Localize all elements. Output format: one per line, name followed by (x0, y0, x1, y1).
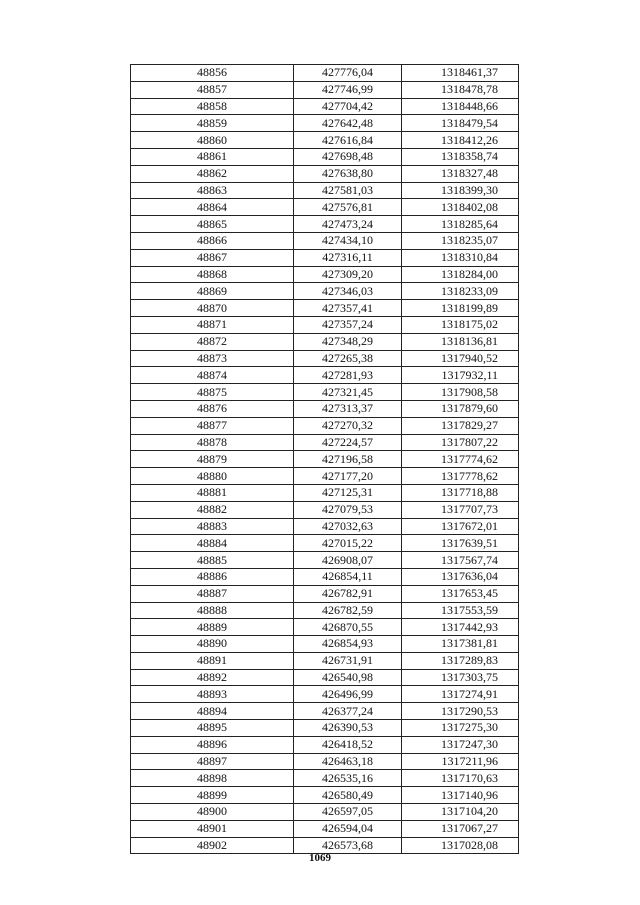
y-coordinate-cell: 1318479,54 (402, 115, 519, 132)
y-coordinate-cell: 1317289,83 (402, 652, 519, 669)
point-number-cell: 48874 (131, 367, 294, 384)
point-number-cell: 48857 (131, 81, 294, 98)
x-coordinate-cell: 426540,98 (294, 669, 402, 686)
y-coordinate-cell: 1318136,81 (402, 333, 519, 350)
y-coordinate-cell: 1318327,48 (402, 165, 519, 182)
x-coordinate-cell: 427281,93 (294, 367, 402, 384)
y-coordinate-cell: 1318399,30 (402, 182, 519, 199)
table-row (131, 602, 519, 619)
y-coordinate-cell: 1317275,30 (402, 720, 519, 737)
y-coordinate-cell: 1318199,89 (402, 300, 519, 317)
table-row (131, 585, 519, 602)
y-coordinate-cell: 1317140,96 (402, 787, 519, 804)
x-coordinate-cell: 426854,93 (294, 636, 402, 653)
table-row (131, 98, 519, 115)
point-number-cell: 48901 (131, 820, 294, 837)
x-coordinate-cell: 427196,58 (294, 451, 402, 468)
table-row (131, 400, 519, 417)
point-number-cell: 48896 (131, 736, 294, 753)
point-number-cell: 48902 (131, 837, 294, 854)
y-coordinate-cell: 1318285,64 (402, 216, 519, 233)
point-number-cell: 48877 (131, 417, 294, 434)
y-coordinate-cell: 1317672,01 (402, 518, 519, 535)
coordinates-table-body (131, 65, 519, 854)
y-coordinate-cell: 1318412,26 (402, 132, 519, 149)
point-number-cell: 48863 (131, 182, 294, 199)
x-coordinate-cell: 427270,32 (294, 417, 402, 434)
y-coordinate-cell: 1318233,09 (402, 283, 519, 300)
table-row (131, 316, 519, 333)
table-row (131, 753, 519, 770)
table-row (131, 384, 519, 401)
x-coordinate-cell: 426390,53 (294, 720, 402, 737)
point-number-cell: 48868 (131, 266, 294, 283)
y-coordinate-cell: 1317381,81 (402, 636, 519, 653)
y-coordinate-cell: 1317211,96 (402, 753, 519, 770)
x-coordinate-cell: 427704,42 (294, 98, 402, 115)
x-coordinate-cell: 427581,03 (294, 182, 402, 199)
point-number-cell: 48866 (131, 232, 294, 249)
table-row (131, 350, 519, 367)
x-coordinate-cell: 426597,05 (294, 804, 402, 821)
x-coordinate-cell: 427473,24 (294, 216, 402, 233)
y-coordinate-cell: 1317567,74 (402, 552, 519, 569)
table-row (131, 249, 519, 266)
y-coordinate-cell: 1317303,75 (402, 669, 519, 686)
x-coordinate-cell: 426535,16 (294, 770, 402, 787)
point-number-cell: 48881 (131, 484, 294, 501)
coordinates-table (130, 64, 519, 854)
table-row (131, 703, 519, 720)
x-coordinate-cell: 427346,03 (294, 283, 402, 300)
x-coordinate-cell: 427357,24 (294, 316, 402, 333)
point-number-cell: 48876 (131, 400, 294, 417)
y-coordinate-cell: 1317829,27 (402, 417, 519, 434)
point-number-cell: 48875 (131, 384, 294, 401)
table-row (131, 434, 519, 451)
y-coordinate-cell: 1317553,59 (402, 602, 519, 619)
x-coordinate-cell: 427224,57 (294, 434, 402, 451)
table-row (131, 81, 519, 98)
x-coordinate-cell: 427125,31 (294, 484, 402, 501)
table-row (131, 182, 519, 199)
table-row (131, 820, 519, 837)
x-coordinate-cell: 427357,41 (294, 300, 402, 317)
x-coordinate-cell: 427177,20 (294, 468, 402, 485)
table-row (131, 333, 519, 350)
x-coordinate-cell: 427348,29 (294, 333, 402, 350)
x-coordinate-cell: 427265,38 (294, 350, 402, 367)
table-row (131, 367, 519, 384)
point-number-cell: 48899 (131, 787, 294, 804)
x-coordinate-cell: 427616,84 (294, 132, 402, 149)
x-coordinate-cell: 427015,22 (294, 535, 402, 552)
point-number-cell: 48871 (131, 316, 294, 333)
point-number-cell: 48862 (131, 165, 294, 182)
x-coordinate-cell: 427638,80 (294, 165, 402, 182)
x-coordinate-cell: 426580,49 (294, 787, 402, 804)
y-coordinate-cell: 1317653,45 (402, 585, 519, 602)
x-coordinate-cell: 427434,10 (294, 232, 402, 249)
x-coordinate-cell: 426870,55 (294, 619, 402, 636)
y-coordinate-cell: 1318461,37 (402, 65, 519, 82)
table-row (131, 787, 519, 804)
x-coordinate-cell: 426418,52 (294, 736, 402, 753)
table-row (131, 199, 519, 216)
y-coordinate-cell: 1317940,52 (402, 350, 519, 367)
x-coordinate-cell: 427032,63 (294, 518, 402, 535)
table-row (131, 720, 519, 737)
table-row (131, 518, 519, 535)
y-coordinate-cell: 1317170,63 (402, 770, 519, 787)
table-row (131, 736, 519, 753)
point-number-cell: 48891 (131, 652, 294, 669)
x-coordinate-cell: 426573,68 (294, 837, 402, 854)
table-row (131, 468, 519, 485)
y-coordinate-cell: 1317718,88 (402, 484, 519, 501)
y-coordinate-cell: 1317778,62 (402, 468, 519, 485)
y-coordinate-cell: 1317932,11 (402, 367, 519, 384)
y-coordinate-cell: 1317442,93 (402, 619, 519, 636)
point-number-cell: 48885 (131, 552, 294, 569)
point-number-cell: 48869 (131, 283, 294, 300)
x-coordinate-cell: 426377,24 (294, 703, 402, 720)
table-row (131, 451, 519, 468)
point-number-cell: 48864 (131, 199, 294, 216)
x-coordinate-cell: 426782,59 (294, 602, 402, 619)
point-number-cell: 48892 (131, 669, 294, 686)
table-row (131, 636, 519, 653)
table-row (131, 669, 519, 686)
table-row (131, 417, 519, 434)
x-coordinate-cell: 426908,07 (294, 552, 402, 569)
point-number-cell: 48897 (131, 753, 294, 770)
y-coordinate-cell: 1318175,02 (402, 316, 519, 333)
point-number-cell: 48858 (131, 98, 294, 115)
x-coordinate-cell: 427313,37 (294, 400, 402, 417)
table-row (131, 216, 519, 233)
x-coordinate-cell: 426854,11 (294, 568, 402, 585)
table-row (131, 65, 519, 82)
y-coordinate-cell: 1318358,74 (402, 148, 519, 165)
x-coordinate-cell: 426782,91 (294, 585, 402, 602)
y-coordinate-cell: 1317067,27 (402, 820, 519, 837)
y-coordinate-cell: 1317028,08 (402, 837, 519, 854)
table-row (131, 132, 519, 149)
x-coordinate-cell: 427776,04 (294, 65, 402, 82)
x-coordinate-cell: 426594,04 (294, 820, 402, 837)
table-row (131, 266, 519, 283)
y-coordinate-cell: 1318448,66 (402, 98, 519, 115)
table-row (131, 300, 519, 317)
point-number-cell: 48890 (131, 636, 294, 653)
point-number-cell: 48894 (131, 703, 294, 720)
point-number-cell: 48859 (131, 115, 294, 132)
point-number-cell: 48856 (131, 65, 294, 82)
y-coordinate-cell: 1317290,53 (402, 703, 519, 720)
y-coordinate-cell: 1317879,60 (402, 400, 519, 417)
point-number-cell: 48872 (131, 333, 294, 350)
point-number-cell: 48884 (131, 535, 294, 552)
table-row (131, 283, 519, 300)
x-coordinate-cell: 427576,81 (294, 199, 402, 216)
x-coordinate-cell: 427321,45 (294, 384, 402, 401)
x-coordinate-cell: 427079,53 (294, 501, 402, 518)
point-number-cell: 48900 (131, 804, 294, 821)
point-number-cell: 48878 (131, 434, 294, 451)
table-row (131, 686, 519, 703)
y-coordinate-cell: 1317104,20 (402, 804, 519, 821)
table-row (131, 535, 519, 552)
table-row (131, 115, 519, 132)
table-row (131, 552, 519, 569)
table-row (131, 804, 519, 821)
y-coordinate-cell: 1318284,00 (402, 266, 519, 283)
y-coordinate-cell: 1317707,73 (402, 501, 519, 518)
x-coordinate-cell: 427642,48 (294, 115, 402, 132)
table-row (131, 484, 519, 501)
point-number-cell: 48860 (131, 132, 294, 149)
y-coordinate-cell: 1318402,08 (402, 199, 519, 216)
y-coordinate-cell: 1318478,78 (402, 81, 519, 98)
table-row (131, 501, 519, 518)
y-coordinate-cell: 1317774,62 (402, 451, 519, 468)
table-row (131, 619, 519, 636)
point-number-cell: 48895 (131, 720, 294, 737)
table-row (131, 232, 519, 249)
point-number-cell: 48889 (131, 619, 294, 636)
point-number-cell: 48861 (131, 148, 294, 165)
table-row (131, 165, 519, 182)
point-number-cell: 48898 (131, 770, 294, 787)
y-coordinate-cell: 1318235,07 (402, 232, 519, 249)
x-coordinate-cell: 426731,91 (294, 652, 402, 669)
point-number-cell: 48880 (131, 468, 294, 485)
y-coordinate-cell: 1317636,04 (402, 568, 519, 585)
x-coordinate-cell: 427316,11 (294, 249, 402, 266)
page-number: 1069 (309, 852, 331, 864)
x-coordinate-cell: 426496,99 (294, 686, 402, 703)
y-coordinate-cell: 1317247,30 (402, 736, 519, 753)
y-coordinate-cell: 1317908,58 (402, 384, 519, 401)
x-coordinate-cell: 427746,99 (294, 81, 402, 98)
table-row (131, 652, 519, 669)
table-row (131, 568, 519, 585)
point-number-cell: 48893 (131, 686, 294, 703)
y-coordinate-cell: 1317807,22 (402, 434, 519, 451)
point-number-cell: 48867 (131, 249, 294, 266)
point-number-cell: 48882 (131, 501, 294, 518)
x-coordinate-cell: 427698,48 (294, 148, 402, 165)
point-number-cell: 48886 (131, 568, 294, 585)
point-number-cell: 48870 (131, 300, 294, 317)
x-coordinate-cell: 427309,20 (294, 266, 402, 283)
table-row (131, 148, 519, 165)
point-number-cell: 48883 (131, 518, 294, 535)
y-coordinate-cell: 1318310,84 (402, 249, 519, 266)
y-coordinate-cell: 1317274,91 (402, 686, 519, 703)
point-number-cell: 48887 (131, 585, 294, 602)
point-number-cell: 48879 (131, 451, 294, 468)
point-number-cell: 48865 (131, 216, 294, 233)
table-row (131, 770, 519, 787)
point-number-cell: 48873 (131, 350, 294, 367)
y-coordinate-cell: 1317639,51 (402, 535, 519, 552)
point-number-cell: 48888 (131, 602, 294, 619)
x-coordinate-cell: 426463,18 (294, 753, 402, 770)
